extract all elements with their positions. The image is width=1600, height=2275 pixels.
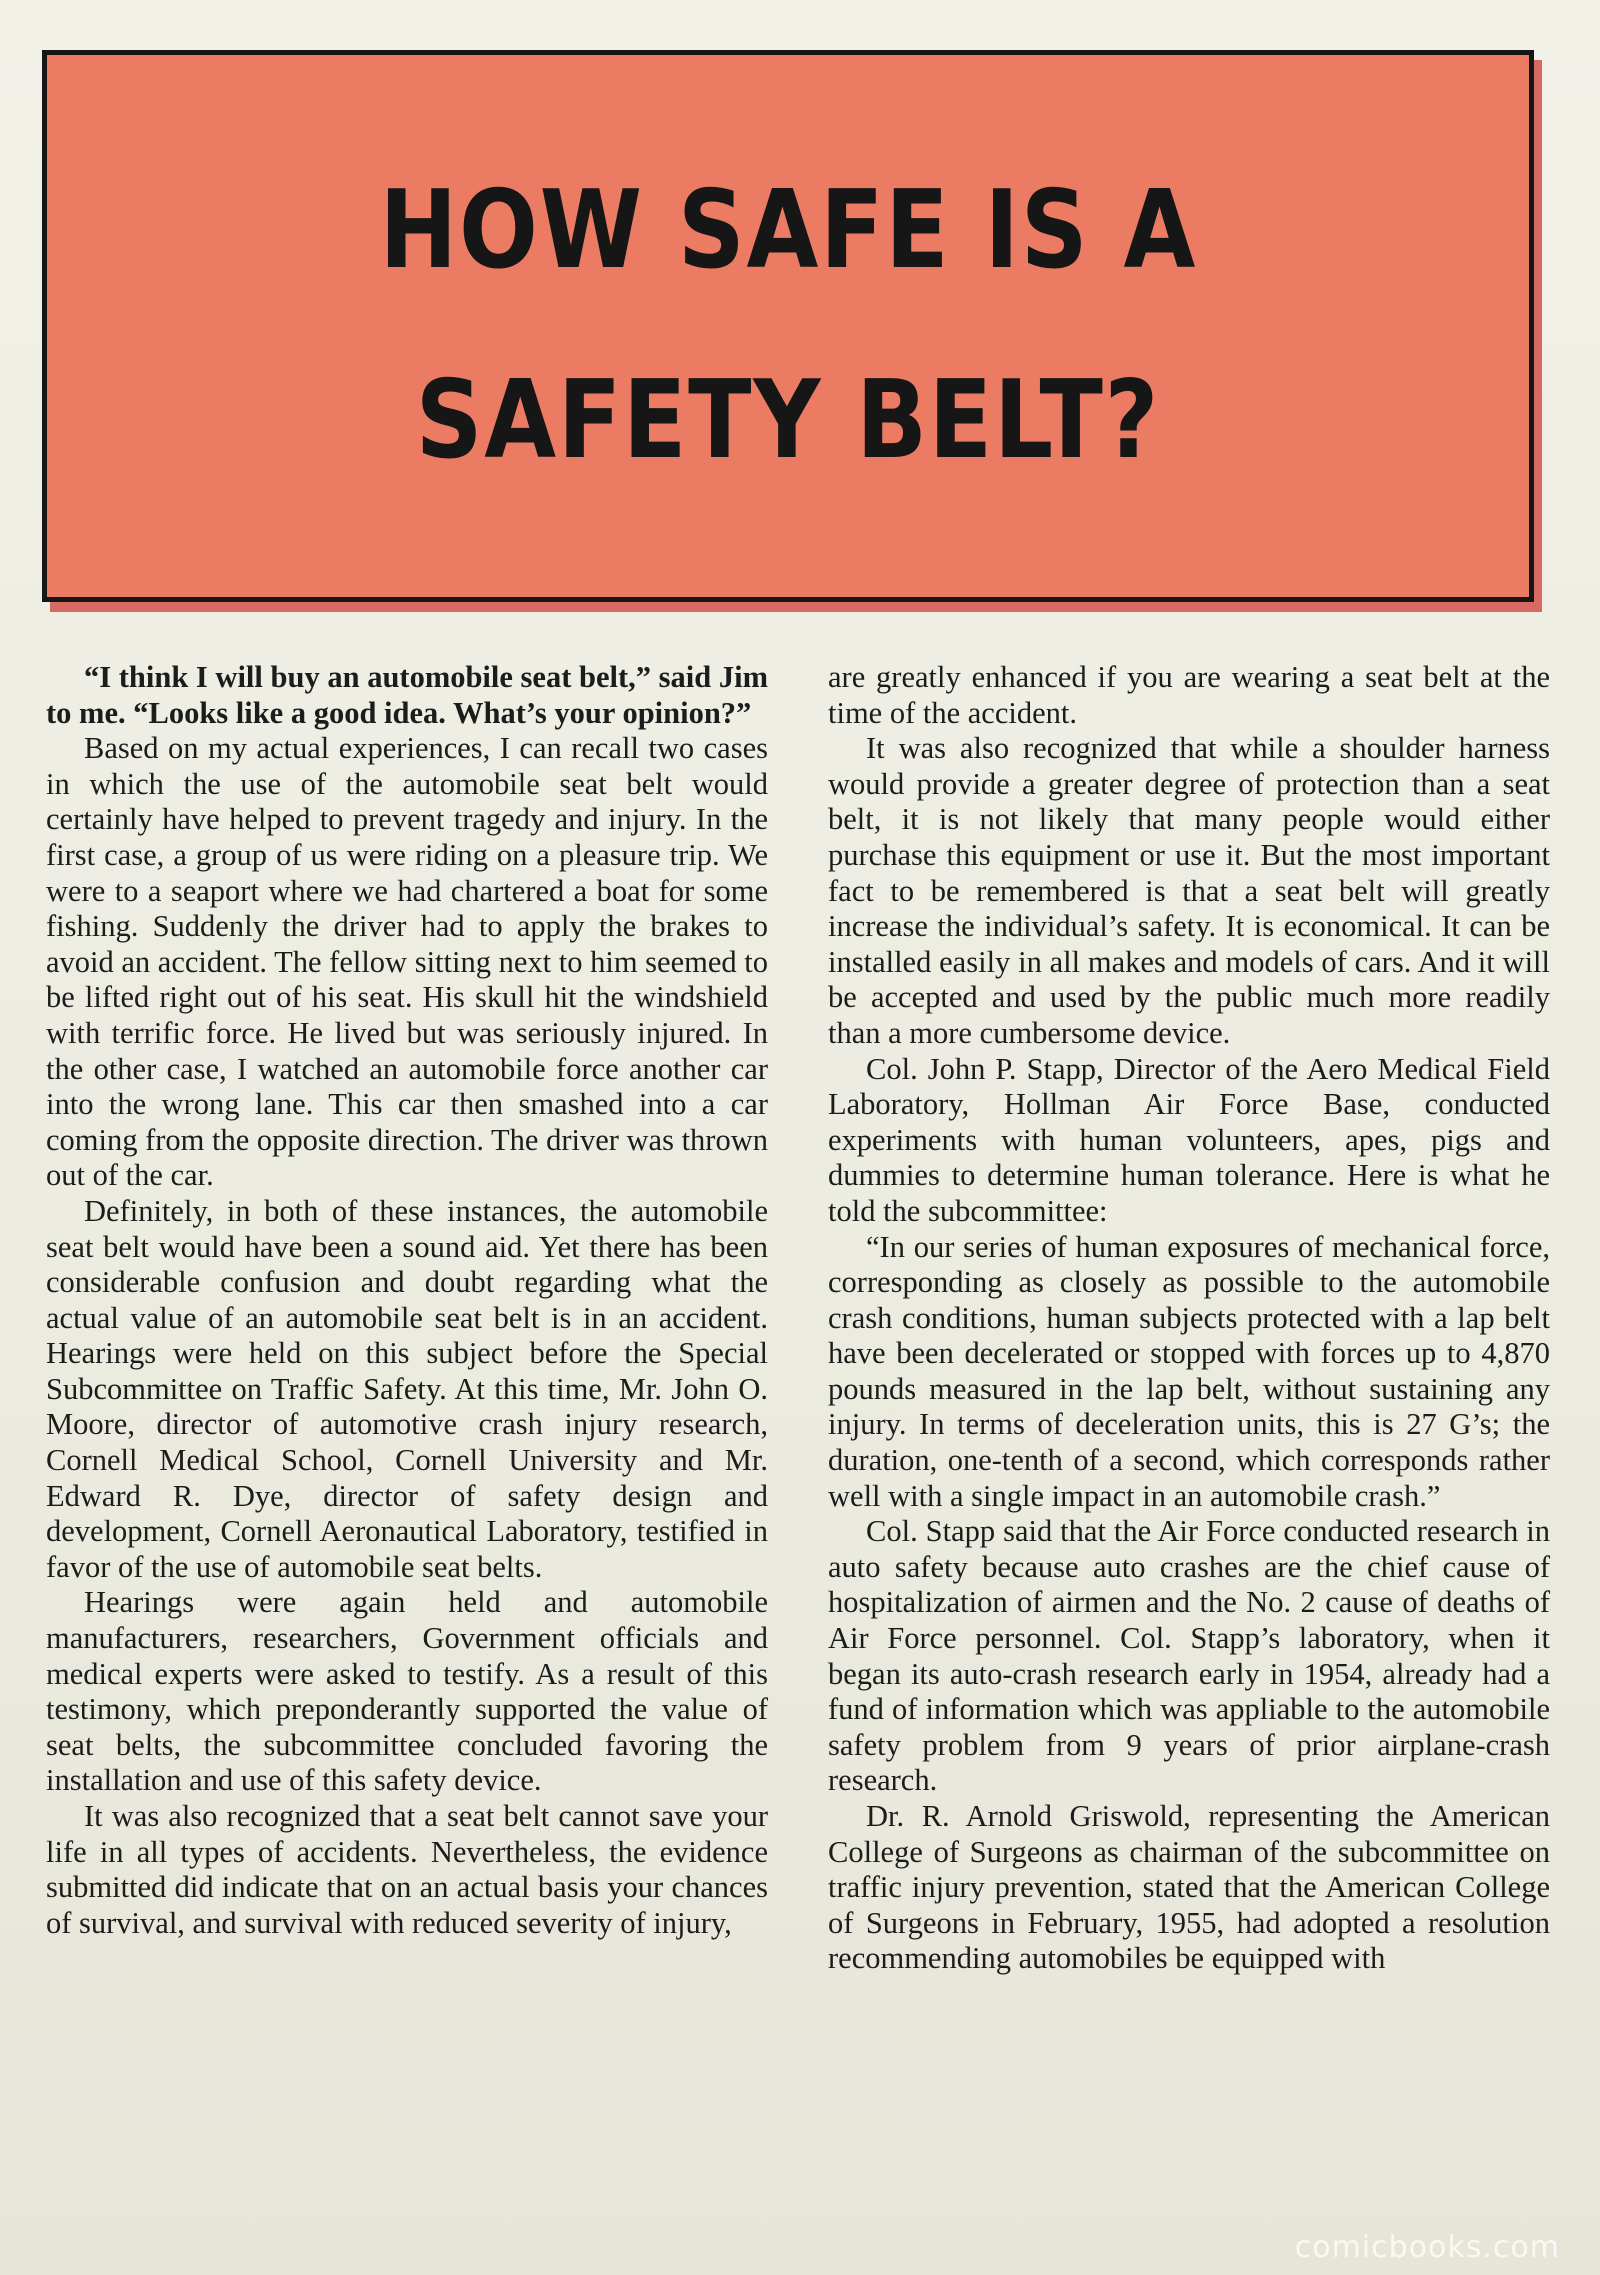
article-column-right [828,660,1550,1977]
article-column-left [46,660,768,1941]
paragraph: Dr. R. Arnold Griswold, representing the American College of Surgeons as chairman of the subcommittee on traffic injury prevention, stated that the American College of Surgeons in February, 1955, had adopted a resolution recommending automobiles be equipped with [828,1799,1550,1976]
paragraph: It was also recognized that a seat belt cannot save your life in all types of accidents. Nevertheless, the evidence submitted did indicate that on an actual basis your chances of survival, and survival with reduced severity of injury, [46,1799,768,1940]
title-line-1: HOW SAFE IS A [379,168,1197,293]
title-line-2: SAFETY BELT? [415,358,1161,483]
paragraph: Col. Stapp said that the Air Force conducted research in auto safety because auto crashes are the chief cause of hospitalization of airmen and the No. 2 cause of deaths of Air Force personnel. Col. Stapp’s laboratory, when it began its auto-crash research early in 1954, already had a fund of information which was appliable to the automobile safety problem from 9 years of prior airplane-crash research. [828,1514,1550,1798]
watermark: comicbooks.com [1294,2230,1560,2265]
paragraph: Based on my actual experiences, I can recall two cases in which the use of the automobile seat belt would certainly have helped to prevent tragedy and injury. In the first case, a group of us were riding on a pleasure trip. We were to a seaport where we had chartered a boat for some fishing. Suddenly the driver had to apply the brakes to avoid an accident. The fellow sitting next to him seemed to be lifted right out of his seat. His skull hit the windshield with terrific force. He lived but was seriously injured. In the other case, I watched an automobile force another car into the wrong lane. This car then smashed into a car coming from the opposite direction. The driver was thrown out of the car. [46,731,768,1193]
paragraph: Definitely, in both of these instances, the automobile seat belt would have been a sound aid. Yet there has been considerable confusion and doubt regarding what the actual value of an automobile seat belt is in an accident. Hearings were held on this subject before the Special Subcommittee on Traffic Safety. At this time, Mr. John O. Moore, director of automotive crash injury research, Cornell Medical School, Cornell University and Mr. Edward R. Dye, director of safety design and development, Cornell Aeronautical Laboratory, testified in favor of the use of automobile seat belts. [46,1193,768,1584]
continued-paragraph: are greatly enhanced if you are wearing a seat belt at the time of the accident. [828,660,1550,730]
title-banner [42,50,1534,602]
opening-paragraph: “I think I will buy an automobile seat belt,” said Jim to me. “Looks like a good idea. What’s your opinion?” [46,660,768,730]
paragraph: It was also recognized that while a shoulder harness would provide a greater degree of protection than a seat belt, it is not likely that many people would either purchase this equipment or use it. But the most important fact to be remembered is that a seat belt will greatly increase the individual’s safety. It is economical. It can be installed easily in all makes and models of cars. And it will be accepted and used by the public much more readily than a more cumbersome device. [828,731,1550,1050]
paragraph: Col. John P. Stapp, Director of the Aero Medical Field Laboratory, Hollman Air Force Base, conducted experiments with human volunteers, apes, pigs and dummies to determine human tolerance. Here is what he told the subcommittee: [828,1051,1550,1228]
quote-paragraph: “In our series of human exposures of mechanical force, corresponding as closely as possible to the automobile crash conditions, human subjects protected with a lap belt have been decelerated or stopped with forces up to 4,870 pounds measured in the lap belt, without sustaining any injury. In terms of deceleration units, this is 27 G’s; the duration, one-tenth of a second, which corresponds rather well with a single impact in an automobile crash.” [828,1229,1550,1513]
paragraph: Hearings were again held and automobile manufacturers, researchers, Government officials and medical experts were asked to testify. As a result of this testimony, which preponderantly supported the value of seat belts, the subcommittee concluded favoring the installation and use of this safety device. [46,1585,768,1798]
